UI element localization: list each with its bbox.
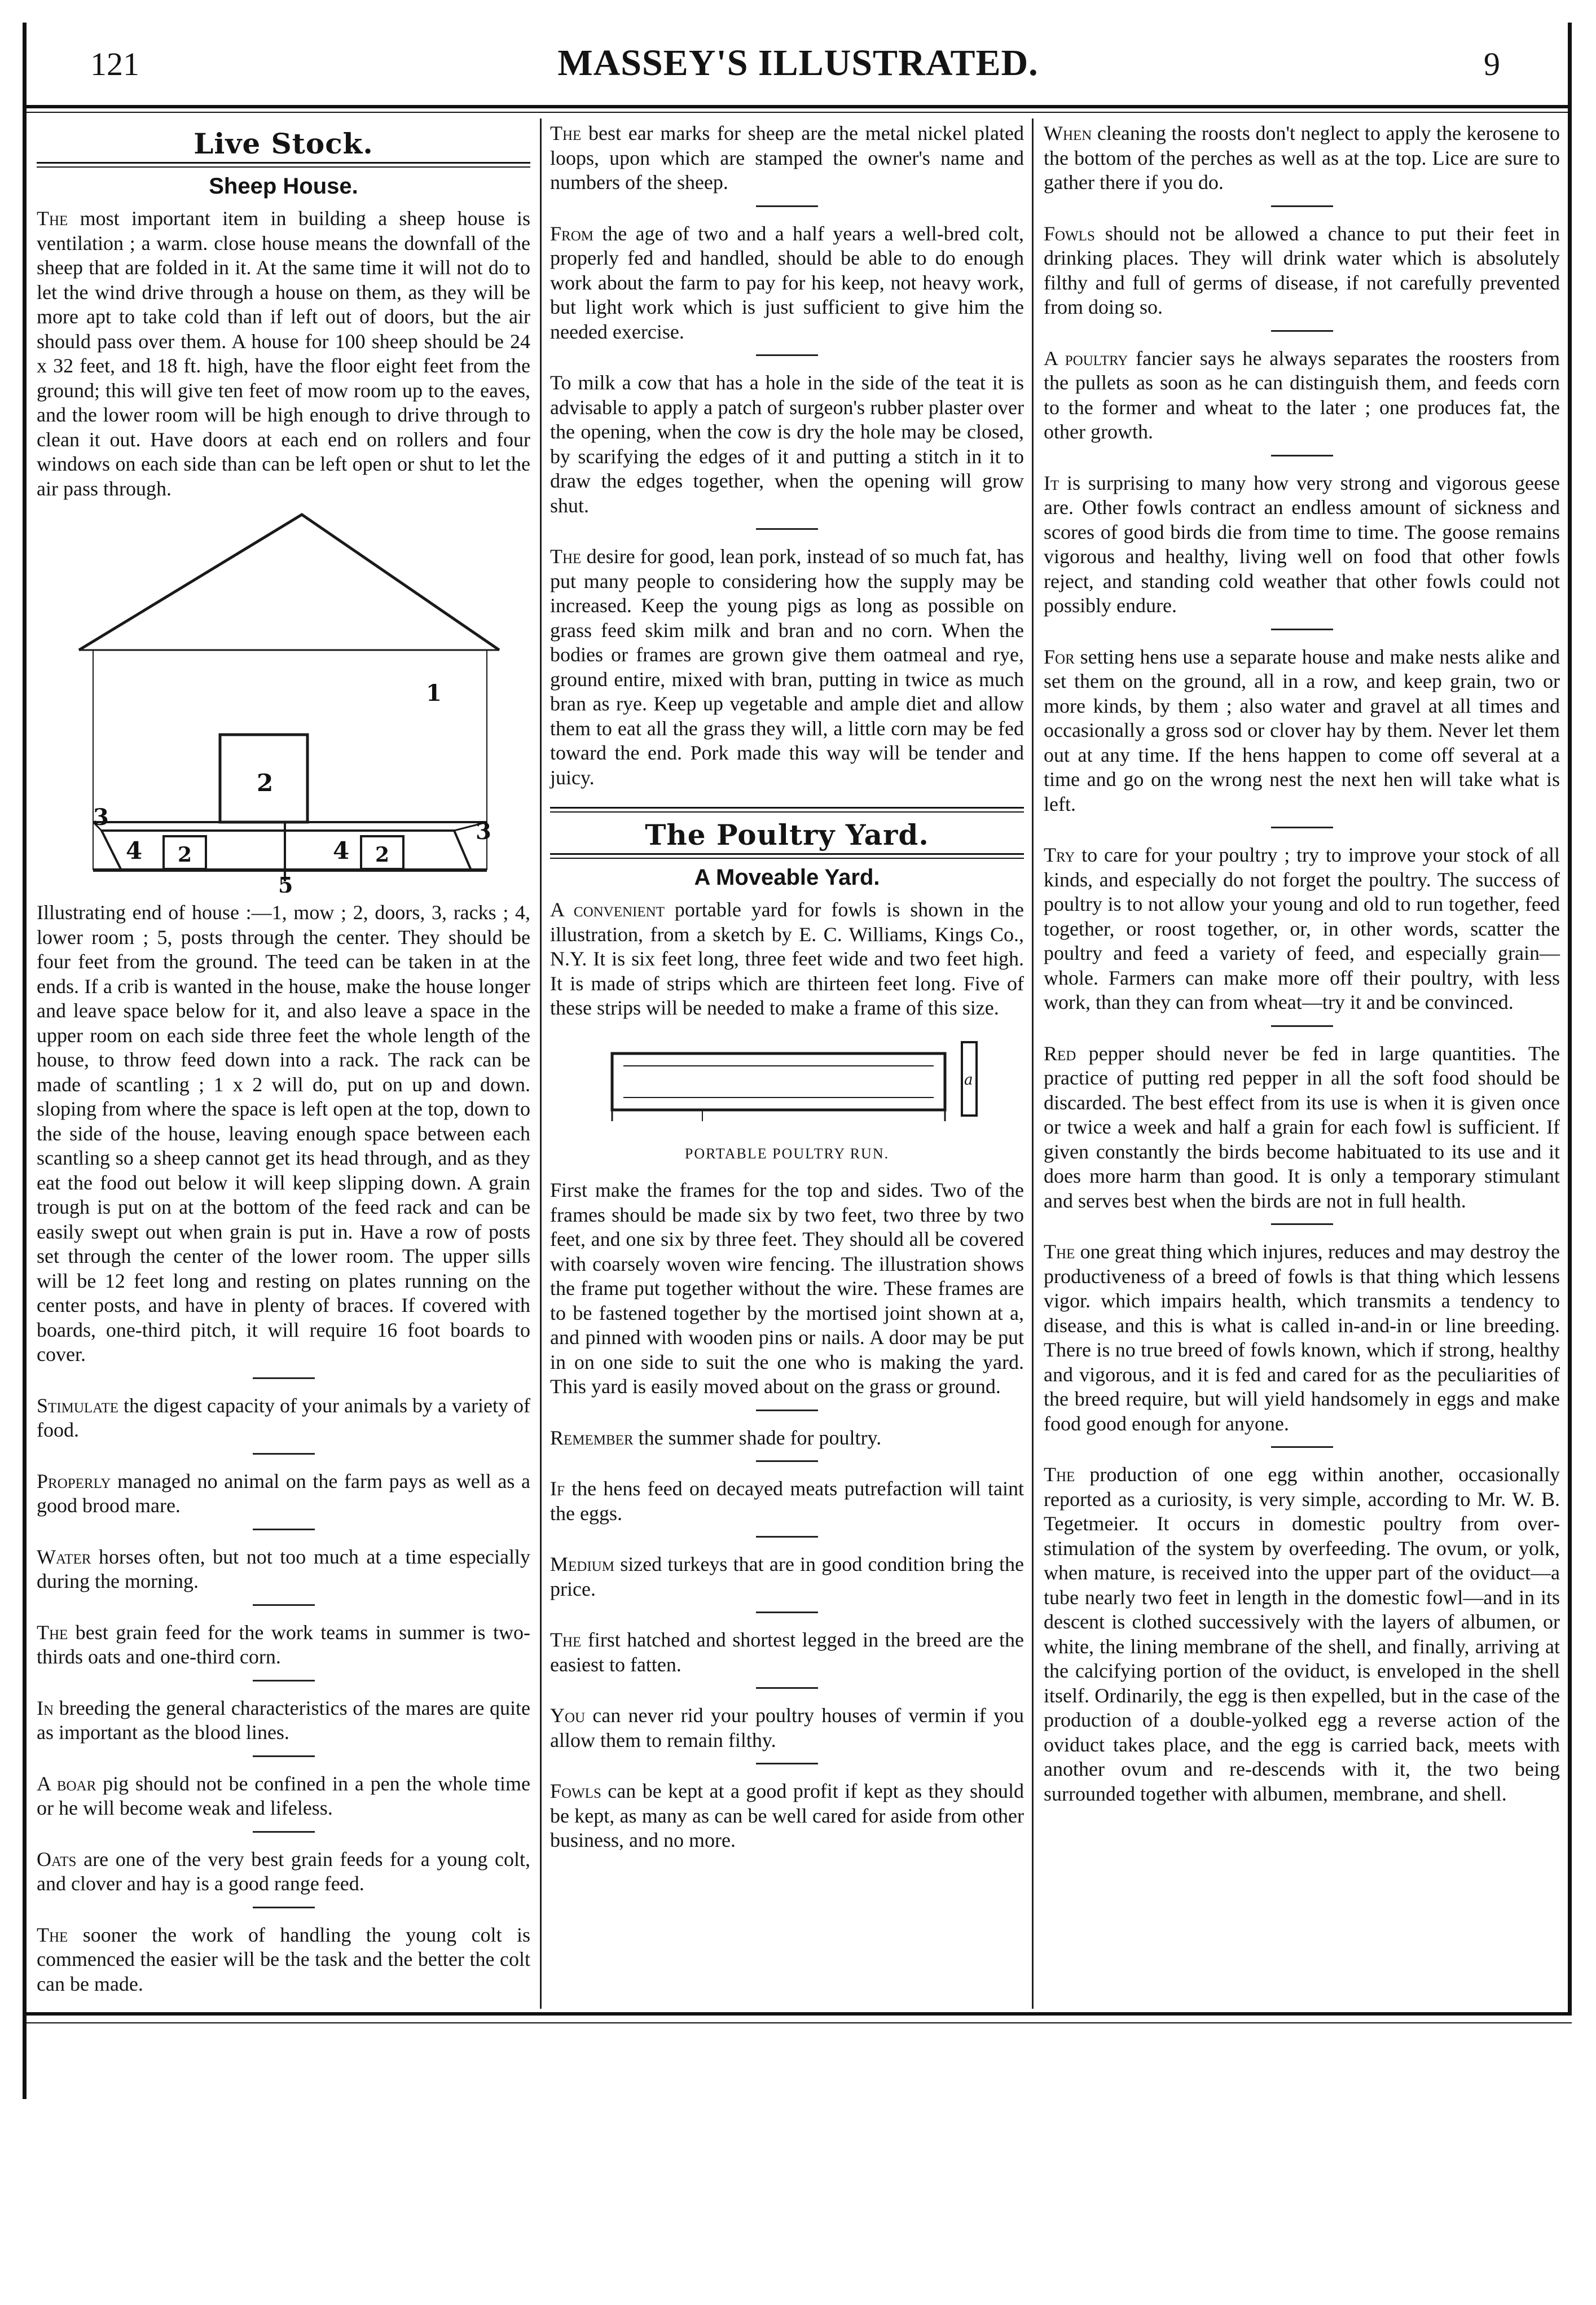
paragraph-text: to care for your poultry ; try to improve your stock of all kinds, and especially do not forget the poultry. The success of poultry is to not allow your young and old to run together, feed together, or roost together, or, in other words, scatter the poultry and feed a variety of feed, and especially grain—whole. Farmers can make more off their poultry, with less work, than they can from wheat—try it and be convinced. (1044, 844, 1560, 1013)
lead-word: Medium (550, 1553, 614, 1575)
separator-rule (1271, 1025, 1333, 1027)
lead-word: The (37, 1621, 68, 1644)
lead-word: The (1044, 1463, 1075, 1486)
news-item (1044, 1463, 1560, 1806)
news-item (37, 1847, 530, 1896)
short-items-list-bottom (550, 1410, 1024, 1853)
separator-rule (1271, 1223, 1333, 1225)
lead-word: You (550, 1704, 586, 1727)
news-item (550, 1703, 1024, 1753)
paragraph-text: are one of the very best grain feeds for a young colt, and clover and hay is a good range feed. (37, 1847, 530, 1895)
column-divider-1 (540, 118, 542, 2009)
separator-rule (756, 205, 818, 207)
paragraph-text: the digest capacity of your animals by a variety of food. (37, 1394, 530, 1441)
column-divider-2 (1032, 118, 1034, 2009)
news-item (37, 1545, 530, 1594)
paragraph-text: can never rid your poultry houses of vermin if you allow them to remain filthy. (550, 1704, 1024, 1751)
sheep-house-diagram (37, 509, 530, 893)
lead-word: The (550, 122, 582, 144)
section-title-poultry-yard: The Poultry Yard. (645, 818, 929, 851)
page-border-left (23, 23, 27, 2099)
news-item (37, 1696, 530, 1745)
paragraph-text: production of one egg within another, occasionally reported as a curiosity, is very simple, according to Mr. W. B. Tegetmeier. It occurs in domestic poultry from over-stimulation of the system by overfeeding. The ovum, or yolk, when mature, is received into the upper part of the oviduct—a tube nearly two feet in length in the domestic fowl—and in its descent is clothed successively with the layers of albumen, or white, the lining membrane of the shell, and finally, arriving at the calcifying portion of the oviduct, is enveloped in the shell itself. Ordinarily, the egg is then expelled, but in the case of the production of a double-yolked egg a reverse action of the oviduct takes place, and the egg is carried back, meets with another ovum and re-descends with it, the two being surrounded together with albumen, membrane, and shell. (1044, 1463, 1560, 1805)
paragraph-text: should not be allowed a chance to put their feet in drinking places. They will drink water which is absolutely filthy and full of germs of disease, if not carefully prevented from doing so. (1044, 222, 1560, 318)
header-rule (27, 105, 1568, 108)
separator-rule (756, 528, 818, 530)
column-3 (1044, 121, 1560, 1806)
paragraph-text: sized turkeys that are in good condition bring the price. (550, 1553, 1024, 1600)
separator-rule (756, 1410, 818, 1411)
news-item (550, 121, 1024, 195)
short-items-list-top (550, 121, 1024, 790)
separator-rule (253, 1453, 315, 1455)
lead-word: Oats (37, 1847, 77, 1871)
portable-poultry-run-figure (590, 1031, 984, 1138)
separator-rule (1271, 330, 1333, 332)
separator-rule (253, 1755, 315, 1757)
paragraph-text: horses often, but not too much at a time especially during the morning. (37, 1545, 530, 1592)
lead-word: Remember (550, 1426, 634, 1449)
news-item (1044, 645, 1560, 817)
news-item (550, 545, 1024, 790)
figure-label-a: a (964, 1071, 973, 1088)
diagram-label-door-right: 2 (375, 843, 390, 867)
paragraph-text: managed no animal on the farm pays as well as a good brood mare. (37, 1469, 530, 1517)
lead-word: Fowls (550, 1780, 601, 1802)
news-item (550, 222, 1024, 345)
separator-rule (1271, 1446, 1333, 1448)
paragraph-text: the age of two and a half years a well-bred colt, properly fed and handled, should be able to do enough work about the farm to pay for his keep, not heavy work, but light work which is just sufficient to give him the needed exercise. (550, 222, 1024, 343)
article-title-moveable-yard: A Moveable Yard. (694, 864, 880, 890)
lead-word: From (550, 222, 593, 245)
paragraph-text: cleaning the roosts don't neglect to apply the kerosene to the bottom of the perches as well as at the top. Lice are sure to gather there if you do. (1044, 122, 1560, 194)
diagram-label-rack-right: 3 (476, 818, 491, 845)
paragraph-text: most important item in building a sheep house is ventilation ; a warm. close house means the downfall of the sheep that are folded in it. At the same time it will not do to let the wind drive through a house on them, as they will be more apt to take cold than if left out of doors, but the air should pass over them. A house for 100 sheep should be 24 x 32 feet, and 18 ft. high, have the floor eight feet from the ground; this will give ten feet of mow room up to the eaves, and the lower room will be high enough to drive through to clean it out. Have doors at each end on rollers and four windows on each side than can be left open or shut to let the air pass through. (37, 207, 530, 500)
paragraph-text: setting hens use a separate house and make nests alike and set them on the ground, all in a row, and keep grain, two or more kinds, by them ; also water and gravel at all times and occasionally a gross sod or clover hay by them. Never let them out at any time. If the hens happen to come off several at a time and go on the wrong nest the next hen will take what is left. (1044, 645, 1560, 815)
news-item (1044, 222, 1560, 320)
lead-word: The (550, 1628, 582, 1651)
diagram-label-mow: 1 (426, 680, 442, 706)
paragraph-text: breeding the general characteristics of the mares are quite as important as the blood lines. (37, 1696, 530, 1744)
news-item (550, 1628, 1024, 1677)
diagram-label-rack-left: 3 (93, 804, 109, 831)
paragraph-text: To milk a cow that has a hole in the side of the teat it is advisable to apply a patch of surgeon's rubber plaster over the opening, when the cow is dry the hole may be closed, by scarifying the edges of it and putting a stitch in it to draw the edges together, when the opening will grow shut. (550, 371, 1024, 517)
lead-word: A convenient (550, 898, 665, 921)
lead-word: The (37, 1923, 68, 1946)
news-item (37, 1923, 530, 1997)
diagram-label-door-left: 2 (178, 843, 192, 867)
news-item (37, 1772, 530, 1821)
section-title-live-stock: Live Stock. (194, 127, 373, 160)
separator-rule (1271, 827, 1333, 828)
paragraph-text: is surprising to many how very strong and vigorous geese are. Other fowls contract an endless amount of sickness and scores of good birds die from time to time. The goose remains vigorous and healthy, living well on food that other fowls reject, and standing cold weather that other fowls could not possibly endure. (1044, 471, 1560, 617)
separator-rule (756, 1536, 818, 1538)
news-item (1044, 471, 1560, 618)
diagram-label-posts: 5 (278, 872, 293, 893)
separator-rule (253, 1529, 315, 1530)
section-rule (550, 807, 1024, 813)
article-paragraph (550, 898, 1024, 1021)
separator-rule (756, 1460, 818, 1462)
column-2 (550, 121, 1024, 1853)
separator-rule (756, 1687, 818, 1689)
article-paragraph (37, 207, 530, 501)
news-item (37, 1394, 530, 1443)
diagram-description: Illustrating end of house :—1, mow ; 2, doors, 3, racks ; 4, lower room ; 5, posts through the center. They should be four feet from the ground. The teed can be taken in at the ends. If a crib is wanted in the house, make the house longer and leave space below for it, and also leave a space in the upper room on each side three feet the whole length of the house, to throw feed down into a rack. The rack can be made of scantling ; 1 x 2 will do, put on up and down. sloping from where the space is left open at the top, down to the side of the house, leaving enough space between each scantling so a sheep cannot get its head through, and as they eat the food out below it will keep slipping down. A grain trough is put on at the bottom of the feed rack and can be easily swept out when grain is put in. Have a row of posts set through the center of the lower room. The upper sills will be 12 feet long and resting on plates running on the center posts, and have in plenty of braces. If covered with boards, one-third pitch, it will require 16 foot boards to cover. (37, 901, 530, 1366)
separator-rule (756, 1763, 818, 1764)
separator-rule (253, 1604, 315, 1606)
diagram-label-door-upper: 2 (257, 769, 274, 797)
news-item (550, 1477, 1024, 1526)
separator-rule (253, 1907, 315, 1908)
news-item (1044, 121, 1560, 195)
separator-rule (1271, 455, 1333, 456)
section-rule (550, 853, 1024, 859)
lead-word: In (37, 1696, 54, 1719)
news-item (550, 1552, 1024, 1601)
header-rule-thin (27, 112, 1568, 113)
lead-word: For (1044, 645, 1075, 668)
separator-rule (1271, 629, 1333, 630)
news-item (1044, 843, 1560, 1015)
paragraph-text: can be kept at a good profit if kept as they should be kept, as many as can be well cared for aside from other business, and no more. (550, 1780, 1024, 1851)
paragraph-text: desire for good, lean pork, instead of so much fat, has put many people to considering how the supply may be increased. Keep the young pigs as long as possible on grass feed skim milk and bran and no corn. When the bodies or frames are grown give them oatmeal and rye, ground entire, mixed with bran, putting in twice as much bran as rye. Keep up vegetable and ample diet and allow them to eat all the grass they will, a little corn may be fed toward the end. Pork made this way will be tender and juicy. (550, 545, 1024, 789)
paragraph-text: best grain feed for the work teams in summer is two-thirds oats and one-third corn. (37, 1621, 530, 1668)
separator-rule (253, 1680, 315, 1681)
lead-word: Properly (37, 1469, 111, 1492)
article-paragraph: First make the frames for the top and sides. Two of the frames should be made six by two feet, two three by two feet, and one six by three feet. They should all be covered with coarsely woven wire fencing. The illustration shows the frame put together without the wire. These frames are to be fastened together by the mortised joint shown at a, and pinned with wooden pins or nails. A door may be put in on one side to suit the one who is making the yard. This yard is easily moved about on the grass or ground. (550, 1179, 1024, 1398)
paragraph-text: pig should not be confined in a pen the whole time or he will become weak and lifeless. (37, 1772, 530, 1819)
short-items-list (1044, 121, 1560, 1806)
paragraph-text: the summer shade for poultry. (633, 1426, 882, 1449)
lead-word: Red (1044, 1042, 1076, 1065)
news-item (550, 1779, 1024, 1853)
paragraph-text: best ear marks for sheep are the metal nickel plated loops, upon which are stamped the owner's name and numbers of the sheep. (550, 122, 1024, 194)
article-title-sheep-house: Sheep House. (209, 173, 358, 199)
lead-word: The (37, 207, 68, 230)
paragraph-text: the hens feed on decayed meats putrefaction will taint the eggs. (550, 1477, 1024, 1525)
page-border-bottom (23, 2012, 1572, 2016)
diagram-label-lower-room-left: 4 (126, 837, 143, 864)
paragraph-text: pepper should never be fed in large quantities. The practice of putting red pepper in all the soft food should be discarded. The best effect from its use is when it is given once or twice a week and half a grain for each fowl is sufficient. If given constantly the birds become habituated to its use and it does more harm than good. It is only a temporary stimulant and serves best when the birds are not in full health. (1044, 1042, 1560, 1212)
page-border-right (1568, 23, 1572, 2014)
news-item (1044, 1240, 1560, 1436)
paragraph-text: first hatched and shortest legged in the breed are the easiest to fatten. (550, 1628, 1024, 1676)
column-1 (37, 121, 530, 1996)
lead-word: Water (37, 1545, 91, 1568)
paragraph-text: portable yard for fowls is shown in the illustration, from a sketch by E. C. Williams, Kings Co., N.Y. It is six feet long, three feet wide and two feet high. It is made of strips which are thirteen feet long. Five of these strips will be needed to make a frame of this size. (550, 898, 1024, 1019)
separator-rule (253, 1831, 315, 1833)
lead-word: A poultry (1044, 346, 1128, 370)
lead-word: Fowls (1044, 222, 1095, 245)
lead-word: If (550, 1477, 565, 1500)
separator-rule (756, 1612, 818, 1613)
lead-word: The (1044, 1240, 1075, 1263)
paragraph-text: sooner the work of handling the young colt is commenced the easier will be the task and the better the colt can be made. (37, 1923, 530, 1995)
page-number-right: 9 (1484, 46, 1500, 82)
lead-word: It (1044, 471, 1059, 494)
lead-word: Stimulate (37, 1394, 118, 1417)
figure-caption: PORTABLE POULTRY RUN. (684, 1145, 890, 1162)
paragraph-text: fancier says he always separates the roosters from the pullets as soon as he can distinguish them, and feeds corn to the former and wheat to the later ; one produces fat, the other growth. (1044, 346, 1560, 443)
page-border-bottom-thin (23, 2022, 1572, 2023)
masthead-title: MASSEY'S ILLUSTRATED. (557, 42, 1039, 84)
news-item (37, 1469, 530, 1518)
news-item (550, 371, 1024, 518)
lead-word: When (1044, 122, 1092, 144)
separator-rule (253, 1377, 315, 1379)
page-number-left: 121 (90, 46, 139, 82)
short-items-list (37, 1377, 530, 1997)
news-item (37, 1621, 530, 1670)
separator-rule (756, 354, 818, 356)
news-item (550, 1426, 1024, 1451)
lead-word: The (550, 545, 582, 568)
diagram-label-lower-room-right: 4 (333, 837, 350, 864)
lead-word: Try (1044, 844, 1075, 866)
paragraph-text: one great thing which injures, reduces and may destroy the productiveness of a breed of fowls is that thing which lessens vigor. which impairs health, which transmits a tendency to disease, and this is what is called in-and-in or line breeding. There is no true breed of fowls known, which if strong, healthy and vigorous, and it is fed and cared for as the peculiarities of the breed require, but will yield handsomely in eggs and make food good enough for anyone. (1044, 1240, 1560, 1435)
news-item (1044, 346, 1560, 445)
separator-rule (1271, 205, 1333, 207)
section-rule (37, 162, 530, 168)
news-item (1044, 1042, 1560, 1214)
lead-word: A boar (37, 1772, 96, 1795)
